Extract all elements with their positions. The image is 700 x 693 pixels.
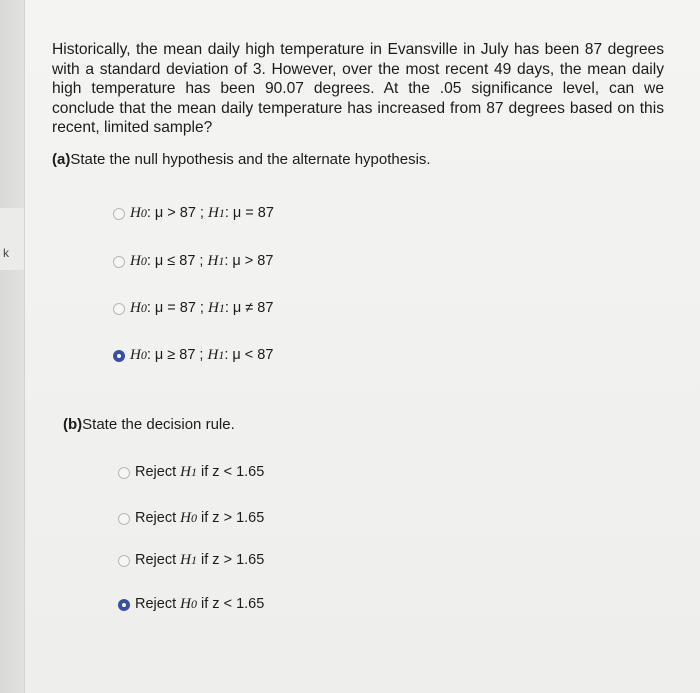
option-label: H0: μ ≥ 87 ; H1: μ < 87	[130, 347, 274, 363]
part-a-label	[52, 151, 431, 168]
decision-rule-option-1[interactable]	[118, 464, 264, 481]
option-label: H0: μ > 87 ; H1: μ = 87	[130, 205, 274, 221]
hypothesis-option-3[interactable]	[113, 300, 273, 317]
part-b-text: State the decision rule.	[82, 416, 235, 433]
radio-button-selected[interactable]	[113, 350, 125, 362]
radio-button[interactable]	[113, 208, 125, 220]
part-a-text: State the null hypothesis and the alternate hypothesis.	[70, 151, 431, 168]
question-text: Historically, the mean daily high temperature in Evansville in July has been 87 degrees with a standard deviation of 3. However, over the most recent 49 days, the mean daily high temperature has been 90.07 degrees. At the .05 significance level, can we conclude that the mean daily temperature has increased from 87 degrees based on this recent, limited sample?	[52, 41, 664, 136]
part-a-tag: (a)	[52, 151, 71, 168]
hypothesis-option-1[interactable]	[113, 205, 274, 222]
option-label: H0: μ ≤ 87 ; H1: μ > 87	[130, 253, 274, 269]
decision-rule-option-3[interactable]	[118, 552, 264, 569]
radio-button[interactable]	[118, 467, 130, 479]
hypothesis-option-2[interactable]	[113, 253, 273, 270]
radio-button[interactable]	[118, 513, 130, 525]
option-label: Reject H1 if z > 1.65	[135, 552, 265, 568]
radio-button[interactable]	[118, 555, 130, 567]
radio-button[interactable]	[113, 256, 125, 268]
radio-button[interactable]	[113, 303, 125, 315]
left-edge-mark: k	[3, 246, 9, 260]
background-panel	[0, 208, 25, 270]
decision-rule-option-2[interactable]	[118, 510, 264, 527]
part-b-label	[63, 416, 235, 433]
option-label: Reject H0 if z > 1.65	[135, 510, 265, 526]
question-card	[24, 0, 700, 693]
option-label: H0: μ = 87 ; H1: μ ≠ 87	[130, 300, 274, 316]
radio-button-selected[interactable]	[118, 599, 130, 611]
part-b-tag: (b)	[63, 416, 83, 433]
option-label: Reject H0 if z < 1.65	[135, 596, 265, 612]
hypothesis-option-4[interactable]	[113, 347, 273, 364]
background-strip	[0, 0, 24, 693]
option-label: Reject H1 if z < 1.65	[135, 464, 265, 480]
decision-rule-option-4[interactable]	[118, 596, 264, 613]
